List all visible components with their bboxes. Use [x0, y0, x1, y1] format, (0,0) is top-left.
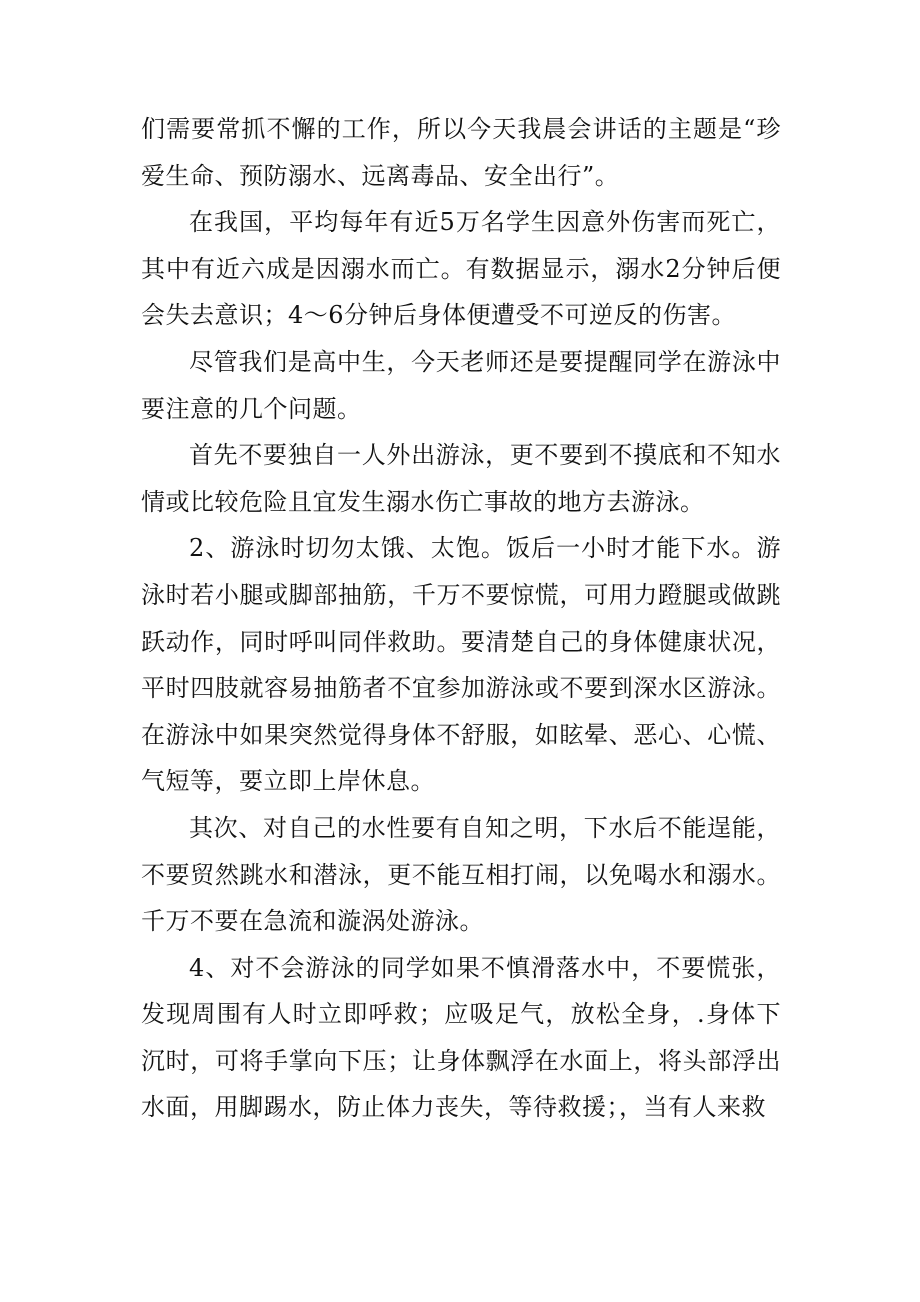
document-body — [141, 106, 781, 1131]
paragraph-rule-4: 4、对不会游泳的同学如果不慎滑落水中，不要慌张，发现周围有人时立即呼救；应吸足气，放松全身，.身体下沉时，可将手掌向下压；让身体飘浮在水面上，将头部浮出水面，用脚踢水，防止体力丧失，等待救援；，当有人来救 — [141, 953, 781, 1122]
paragraph-continuation: 们需要常抓不懈的工作，所以今天我晨会讲话的主题是“珍爱生命、预防溺水、远离毒品、安全出行”。 — [141, 115, 781, 190]
paragraph-rule-1: 首先不要独自一人外出游泳，更不要到不摸底和不知水情或比较危险且宜发生溺水伤亡事故的地方去游泳。 — [141, 441, 781, 516]
paragraph-reminder-intro: 尽管我们是高中生，今天老师还是要提醒同学在游泳中要注意的几个问题。 — [141, 347, 781, 423]
paragraph-drowning-statistics: 在我国，平均每年有近5万名学生因意外伤害而死亡，其中有近六成是因溺水而亡。有数据显示，溺水2分钟后便会失去意识；4～6分钟后身体便遭受不可逆反的伤害。 — [141, 208, 781, 330]
paragraph-rule-2: 2、游泳时切勿太饿、太饱。饭后一小时才能下水。游泳时若小腿或脚部抽筋，千万不要惊慌，可用力蹬腿或做跳跃动作，同时呼叫同伴救助。要清楚自己的身体健康状况，平时四肢就容易抽筋者不宜参加游泳或不要到深水区游泳。在游泳中如果突然觉得身体不舒服，如眩晕、恶心、心慌、气短等，要立即上岸休息。 — [141, 534, 781, 796]
paragraph-rule-3: 其次、对自己的水性要有自知之明，下水后不能逞能，不要贸然跳水和潜泳，更不能互相打闹，以免喝水和溺水。千万不要在急流和漩涡处游泳。 — [141, 813, 781, 936]
